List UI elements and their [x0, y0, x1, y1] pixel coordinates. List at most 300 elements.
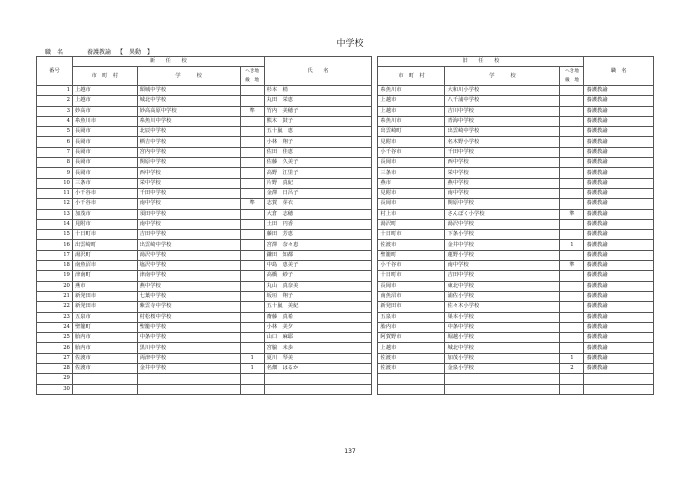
new-school-cell: 栖吉中学校: [137, 137, 240, 147]
old-remote-cell: [560, 312, 584, 322]
old-city-cell: 出雲崎町: [378, 127, 445, 137]
old-city-cell: 小千谷市: [378, 147, 445, 157]
col-header-new-school: 学 校: [137, 67, 240, 86]
new-remote-cell: [240, 250, 264, 260]
old-city-cell: 糸魚川市: [378, 116, 445, 126]
name-cell: 高橋 紗子: [264, 271, 372, 281]
position-cell: 養護教諭: [584, 291, 654, 301]
table-row: [37, 147, 654, 157]
old-city-cell: 長岡市: [378, 281, 445, 291]
table-row: [37, 188, 654, 198]
new-city-cell: 小千谷市: [72, 199, 137, 209]
new-school-cell: 中条中学校: [137, 333, 240, 343]
old-city-cell: 佐渡市: [378, 353, 445, 363]
position-cell: 養護教諭: [584, 127, 654, 137]
name-cell: 宮澤 奈々恵: [264, 240, 372, 250]
name-cell: 齋藤 真希: [264, 312, 372, 322]
name-cell: 丸田 栄恵: [264, 96, 372, 106]
old-city-cell: 胎内市: [378, 322, 445, 332]
new-city-cell: 津南町: [72, 271, 137, 281]
old-school-cell: さんぽく小学校: [445, 209, 560, 219]
new-city-cell: 胎内市: [72, 333, 137, 343]
name-cell: 名畑 はるか: [264, 364, 372, 374]
new-school-cell: 出雲崎中学校: [137, 240, 240, 250]
new-remote-cell: [240, 384, 264, 394]
old-remote-cell: [560, 271, 584, 281]
new-remote-cell: [240, 188, 264, 198]
position-cell: 養護教諭: [584, 96, 654, 106]
row-number: 23: [37, 312, 73, 322]
position-cell: 養護教諭: [584, 240, 654, 250]
row-number: 7: [37, 147, 73, 157]
name-cell: 竹内 美穂子: [264, 106, 372, 116]
new-city-cell: 長岡市: [72, 127, 137, 137]
new-school-cell: 千田中学校: [137, 188, 240, 198]
new-school-cell: 金井中学校: [137, 364, 240, 374]
table-row: [37, 178, 654, 188]
position-cell: 養護教諭: [584, 312, 654, 322]
new-remote-cell: [240, 116, 264, 126]
new-school-cell: 北辰中学校: [137, 127, 240, 137]
old-city-cell: 阿賀野市: [378, 333, 445, 343]
new-school-cell: 紫雲寺中学校: [137, 302, 240, 312]
row-number: 16: [37, 240, 73, 250]
old-remote-cell: [560, 178, 584, 188]
old-remote-cell: [560, 168, 584, 178]
roster-body: [37, 86, 654, 395]
old-city-cell: 佐渡市: [378, 240, 445, 250]
name-cell: 宮脇 未歩: [264, 343, 372, 353]
old-remote-cell: 1: [560, 353, 584, 363]
row-number: 8: [37, 158, 73, 168]
new-school-cell: 栄中学校: [137, 178, 240, 188]
new-city-cell: 南魚沼市: [72, 261, 137, 271]
new-city-cell: [72, 374, 137, 384]
old-remote-cell: [560, 302, 584, 312]
name-cell: 山口 麻耶: [264, 333, 372, 343]
col-header-old-group: 旧 任 校: [378, 57, 584, 67]
table-row: [37, 168, 654, 178]
old-city-cell: 湯沢町: [378, 219, 445, 229]
table-row: [37, 291, 654, 301]
job-header: [45, 47, 153, 56]
table-row: [37, 96, 654, 106]
new-city-cell: 長岡市: [72, 168, 137, 178]
new-school-cell: 関原中学校: [137, 158, 240, 168]
new-school-cell: 妙高高原中学校: [137, 106, 240, 116]
new-school-cell: 燕中学校: [137, 281, 240, 291]
name-cell: 中島 恵美子: [264, 261, 372, 271]
old-school-cell: 名木野小学校: [445, 137, 560, 147]
name-cell: 藤田 芳恵: [264, 230, 372, 240]
old-school-cell: 西中学校: [445, 158, 560, 168]
old-school-cell: 金泉小学校: [445, 364, 560, 374]
old-city-cell: 見附市: [378, 188, 445, 198]
table-row: [37, 353, 654, 363]
old-remote-cell: [560, 96, 584, 106]
old-school-cell: 浦佐小学校: [445, 291, 560, 301]
name-cell: 小林 翔子: [264, 137, 372, 147]
new-school-cell: 津南中学校: [137, 271, 240, 281]
col-header-new-city: 市 町 村: [72, 67, 137, 86]
row-number: 18: [37, 261, 73, 271]
position-cell: 養護教諭: [584, 137, 654, 147]
name-cell: 夏川 琴美: [264, 353, 372, 363]
old-city-cell: 上越市: [378, 96, 445, 106]
position-cell: 養護教諭: [584, 271, 654, 281]
new-school-cell: 須田中学校: [137, 209, 240, 219]
old-remote-cell: 準: [560, 261, 584, 271]
new-city-cell: 十日町市: [72, 230, 137, 240]
old-school-cell: 関原中学校: [445, 199, 560, 209]
new-school-cell: 両津中学校: [137, 353, 240, 363]
position-cell: 養護教諭: [584, 219, 654, 229]
old-remote-cell: [560, 384, 584, 394]
new-remote-cell: [240, 343, 264, 353]
new-remote-cell: [240, 302, 264, 312]
row-number: 19: [37, 271, 73, 281]
new-city-cell: 妙高市: [72, 106, 137, 116]
name-cell: 五十嵐 美紀: [264, 302, 372, 312]
old-city-cell: [378, 384, 445, 394]
col-header-old-remote: へき地 級 地: [560, 67, 584, 86]
new-remote-cell: [240, 86, 264, 96]
row-number: 4: [37, 116, 73, 126]
new-remote-cell: [240, 291, 264, 301]
old-remote-cell: [560, 127, 584, 137]
table-row: [37, 271, 654, 281]
row-number: 29: [37, 374, 73, 384]
new-city-cell: 湯沢町: [72, 250, 137, 260]
old-city-cell: 糸魚川市: [378, 86, 445, 96]
new-city-cell: 糸魚川市: [72, 116, 137, 126]
new-school-cell: 南中学校: [137, 219, 240, 229]
new-city-cell: 胎内市: [72, 343, 137, 353]
name-cell: 志賀 芽衣: [264, 199, 372, 209]
old-remote-cell: [560, 250, 584, 260]
new-city-cell: 新発田市: [72, 291, 137, 301]
old-city-cell: 小千谷市: [378, 261, 445, 271]
name-cell: 佐藤 久美子: [264, 158, 372, 168]
row-number: 9: [37, 168, 73, 178]
old-remote-cell: [560, 106, 584, 116]
table-row: [37, 343, 654, 353]
name-cell: 高野 江里子: [264, 168, 372, 178]
table-row: [37, 261, 654, 271]
new-remote-cell: [240, 219, 264, 229]
old-school-cell: 東北中学校: [445, 281, 560, 291]
old-remote-cell: [560, 333, 584, 343]
position-cell: 養護教諭: [584, 116, 654, 126]
position-cell: 養護教諭: [584, 250, 654, 260]
table-row: [37, 281, 654, 291]
position-cell: 養護教諭: [584, 281, 654, 291]
row-number: 3: [37, 106, 73, 116]
new-remote-cell: [240, 96, 264, 106]
name-cell: 大倉 志穂: [264, 209, 372, 219]
old-school-cell: [445, 374, 560, 384]
row-number: 30: [37, 384, 73, 394]
old-school-cell: 中条中学校: [445, 322, 560, 332]
new-school-cell: 吉田中学校: [137, 230, 240, 240]
row-number: 17: [37, 250, 73, 260]
position-cell: 養護教諭: [584, 86, 654, 96]
old-school-cell: 城北中学校: [445, 343, 560, 353]
new-city-cell: 新発田市: [72, 302, 137, 312]
position-cell: 養護教諭: [584, 158, 654, 168]
row-number: 2: [37, 96, 73, 106]
old-school-cell: 大和川小学校: [445, 86, 560, 96]
new-city-cell: 出雲崎町: [72, 240, 137, 250]
old-remote-cell: [560, 199, 584, 209]
new-city-cell: 見附市: [72, 219, 137, 229]
table-row: [37, 384, 654, 394]
name-cell: 佐田 佳恵: [264, 147, 372, 157]
row-number: 27: [37, 353, 73, 363]
row-number: 15: [37, 230, 73, 240]
position-cell: 養護教諭: [584, 106, 654, 116]
old-city-cell: 上越市: [378, 343, 445, 353]
position-cell: 養護教諭: [584, 147, 654, 157]
old-school-cell: 湯沢中学校: [445, 219, 560, 229]
name-cell: [264, 374, 372, 384]
old-remote-cell: 準: [560, 209, 584, 219]
name-cell: 片野 真紀: [264, 178, 372, 188]
new-school-cell: [137, 384, 240, 394]
old-remote-cell: [560, 374, 584, 384]
table-row: [37, 250, 654, 260]
row-number: 6: [37, 137, 73, 147]
col-header-no: 番号: [37, 57, 73, 86]
position-cell: 養護教諭: [584, 322, 654, 332]
old-remote-cell: 2: [560, 364, 584, 374]
row-number: 24: [37, 322, 73, 332]
old-remote-cell: [560, 219, 584, 229]
row-number: 25: [37, 333, 73, 343]
new-remote-cell: [240, 178, 264, 188]
old-city-cell: 三条市: [378, 168, 445, 178]
name-cell: 丸山 真奈美: [264, 281, 372, 291]
old-remote-cell: [560, 137, 584, 147]
new-remote-cell: [240, 261, 264, 271]
old-city-cell: 上越市: [378, 106, 445, 116]
old-city-cell: 聖籠町: [378, 250, 445, 260]
new-school-cell: 城北中学校: [137, 96, 240, 106]
old-city-cell: 燕市: [378, 178, 445, 188]
new-remote-cell: [240, 158, 264, 168]
row-number: 10: [37, 178, 73, 188]
row-number: 14: [37, 219, 73, 229]
old-school-cell: 巣本小学校: [445, 312, 560, 322]
name-cell: [264, 384, 372, 394]
old-school-cell: 下条小学校: [445, 230, 560, 240]
table-row: [37, 106, 654, 116]
new-school-cell: 村松桜中学校: [137, 312, 240, 322]
new-remote-cell: [240, 240, 264, 250]
new-city-cell: 長岡市: [72, 147, 137, 157]
table-row: [37, 158, 654, 168]
new-remote-cell: 準: [240, 106, 264, 116]
table-row: [37, 240, 654, 250]
row-number: 12: [37, 199, 73, 209]
position-cell: 養護教諭: [584, 199, 654, 209]
table-row: [37, 322, 654, 332]
new-school-cell: [137, 374, 240, 384]
new-school-cell: 聖籠中学校: [137, 322, 240, 332]
old-remote-cell: [560, 86, 584, 96]
old-city-cell: 十日町市: [378, 271, 445, 281]
new-remote-cell: [240, 333, 264, 343]
old-remote-cell: [560, 116, 584, 126]
new-remote-cell: 準: [240, 199, 264, 209]
table-row: [37, 137, 654, 147]
col-header-new-group: 新 任 校: [72, 57, 264, 67]
row-number: 11: [37, 188, 73, 198]
new-school-cell: 宮内中学校: [137, 147, 240, 157]
new-remote-cell: [240, 312, 264, 322]
position-cell: [584, 384, 654, 394]
new-remote-cell: [240, 230, 264, 240]
old-school-cell: 千田中学校: [445, 147, 560, 157]
old-school-cell: 金井中学校: [445, 240, 560, 250]
old-city-cell: 五泉市: [378, 312, 445, 322]
new-remote-cell: [240, 168, 264, 178]
name-cell: 金澤 日呂子: [264, 188, 372, 198]
col-header-name: 氏 名: [264, 57, 372, 86]
name-cell: 杉本 梢: [264, 86, 372, 96]
new-remote-cell: [240, 374, 264, 384]
position-cell: 養護教諭: [584, 353, 654, 363]
old-school-cell: [445, 384, 560, 394]
old-school-cell: 栄中学校: [445, 168, 560, 178]
row-number: 26: [37, 343, 73, 353]
position-cell: 養護教諭: [584, 209, 654, 219]
new-remote-cell: 1: [240, 364, 264, 374]
old-city-cell: 長岡市: [378, 158, 445, 168]
new-city-cell: 燕市: [72, 281, 137, 291]
new-remote-cell: [240, 147, 264, 157]
old-school-cell: 吉田中学校: [445, 271, 560, 281]
table-row: [37, 116, 654, 126]
job-label: 職 名: [45, 49, 64, 56]
new-city-cell: 小千谷市: [72, 188, 137, 198]
name-cell: 五十嵐 恵: [264, 127, 372, 137]
old-city-cell: 佐渡市: [378, 364, 445, 374]
table-row: [37, 312, 654, 322]
job-reason: 【 異動 】: [117, 49, 154, 56]
col-header-old-school: 学 校: [445, 67, 560, 86]
old-city-cell: [378, 374, 445, 384]
new-city-cell: 三条市: [72, 178, 137, 188]
old-school-cell: 堀越小学校: [445, 333, 560, 343]
old-remote-cell: [560, 147, 584, 157]
row-number: 13: [37, 209, 73, 219]
old-remote-cell: [560, 158, 584, 168]
old-city-cell: 長岡市: [378, 199, 445, 209]
old-school-cell: 南中学校: [445, 261, 560, 271]
new-city-cell: 聖籠町: [72, 322, 137, 332]
old-remote-cell: [560, 291, 584, 301]
row-number: 22: [37, 302, 73, 312]
old-remote-cell: [560, 343, 584, 353]
old-remote-cell: [560, 188, 584, 198]
old-remote-cell: 1: [560, 240, 584, 250]
new-school-cell: 塩沢中学校: [137, 261, 240, 271]
old-city-cell: 見附市: [378, 137, 445, 147]
old-school-cell: 燕中学校: [445, 178, 560, 188]
new-remote-cell: [240, 209, 264, 219]
table-row: [37, 209, 654, 219]
new-remote-cell: 1: [240, 353, 264, 363]
row-number: 28: [37, 364, 73, 374]
position-cell: 養護教諭: [584, 178, 654, 188]
old-city-cell: 十日町市: [378, 230, 445, 240]
new-remote-cell: [240, 137, 264, 147]
table-row: [37, 364, 654, 374]
new-school-cell: 頸城中学校: [137, 86, 240, 96]
job-value: 養護教諭: [87, 49, 112, 56]
table-row: [37, 86, 654, 96]
new-city-cell: 佐渡市: [72, 353, 137, 363]
new-city-cell: 上越市: [72, 86, 137, 96]
table-row: [37, 219, 654, 229]
name-cell: 小林 美夕: [264, 322, 372, 332]
new-remote-cell: [240, 281, 264, 291]
page-number: 137: [344, 448, 356, 455]
old-school-cell: 蓮野小学校: [445, 250, 560, 260]
old-remote-cell: [560, 281, 584, 291]
old-school-cell: 出雲崎中学校: [445, 127, 560, 137]
new-city-cell: 加茂市: [72, 209, 137, 219]
row-number: 1: [37, 86, 73, 96]
new-school-cell: 糸魚川中学校: [137, 116, 240, 126]
old-school-cell: 佐々木小学校: [445, 302, 560, 312]
position-cell: 養護教諭: [584, 302, 654, 312]
new-city-cell: [72, 384, 137, 394]
new-remote-cell: [240, 127, 264, 137]
old-school-cell: 南中学校: [445, 188, 560, 198]
col-header-old-city: 市 町 村: [378, 67, 445, 86]
new-city-cell: 五泉市: [72, 312, 137, 322]
position-cell: 養護教諭: [584, 364, 654, 374]
new-city-cell: 上越市: [72, 96, 137, 106]
table-row: [37, 230, 654, 240]
position-cell: 養護教諭: [584, 261, 654, 271]
new-city-cell: 長岡市: [72, 137, 137, 147]
table-row: [37, 199, 654, 209]
name-cell: 鎌田 知都: [264, 250, 372, 260]
new-school-cell: 南中学校: [137, 199, 240, 209]
position-cell: 養護教諭: [584, 230, 654, 240]
position-cell: 養護教諭: [584, 168, 654, 178]
name-cell: 土田 円香: [264, 219, 372, 229]
new-school-cell: 七葉中学校: [137, 291, 240, 301]
new-remote-cell: [240, 271, 264, 281]
new-city-cell: 長岡市: [72, 158, 137, 168]
old-school-cell: 青海中学校: [445, 116, 560, 126]
page-title: 中学校: [336, 39, 364, 49]
new-remote-cell: [240, 322, 264, 332]
row-number: 20: [37, 281, 73, 291]
position-cell: [584, 374, 654, 384]
old-school-cell: 八千浦中学校: [445, 96, 560, 106]
table-row: [37, 374, 654, 384]
position-cell: 養護教諭: [584, 343, 654, 353]
roster-table: [36, 56, 654, 395]
new-school-cell: 西中学校: [137, 168, 240, 178]
col-header-new-remote: へき地 級 地: [240, 67, 264, 86]
position-cell: 養護教諭: [584, 333, 654, 343]
